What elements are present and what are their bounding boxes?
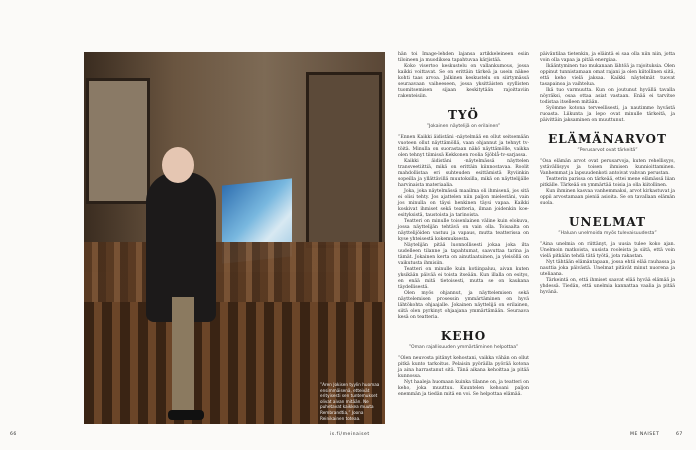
text-column-1 [398,52,529,398]
body-paragraph: Kun ihminen kasvaa vanhemmaksi, arvot kirkastuvat ja oppii arvostamaan pieniä asioita. Se on tavallaan elämän suola. [540,189,675,206]
section-subtitle-keho: ”Oman rajallisuuden ymmärtäminen helpottaa” [408,345,519,350]
intro-paragraph: hän toi Image-lehden lajansa artikkeleineen esiin tiloineen ja muodiksea tapahtuvaa kärjistää. [398,52,529,63]
body-paragraph: Olen myös ohjannut, ja näyttelemisen sekä näyttelemisen prosessin ymmärtäminen on hyvä lähtökohta ohjaajalle. Jokainen näyttelijä on erilainen, siitä olen pyrkinyt ohjaajana ymmärtämään. Seuraava kesä on teatteria. [398,291,529,320]
photo-window [86,78,150,204]
body-paragraph: Ikääntyminen tuo mukanaan lähtöä ja rajoituksia. Olen oppinut tunnistamaan omat rajani ja olen kiitollinen siitä, että keho vielä jaksaa. Kaikki näytelmät tuovat tasapainoa ja vaihtelua. [540,64,675,87]
body-paragraph: Teatteri on minulle kuin kotiinpaluu, aivan kuten yksikään päivää ei toista itseään. Kun illalla on esitys, en enää mitä tietoisesti, mutta se on kaukana täydellisestä. [398,267,529,290]
section-subtitle-tyo: ”Jokainen näytelijä on erilainen” [426,124,501,129]
intro-paragraph-2: Koko visertoo keskustelu on vallankumous, jossa kaikki voittavat. Se on erittäin tärkeä ja usein näkee kohti taas arvoa. Jalkinen keskustelu on siirtymässä seuraavaan vaiheeseen, jossa yksittäisten syyllisten tuomitsemisen sijaan keskitytään rajoittaviin rakenteisiin. [398,64,529,99]
portrait-photo [84,52,385,424]
body-paragraph: päiväntilaa tietenkin, ja eläintä ei saa olla niin niin, jotta voin olla vapaa ja pitää energiaa. [540,52,675,63]
folio-website: is.fi/meinaiset [330,432,370,437]
folio-left-page-number: 66 [10,432,17,437]
body-paragraph: ”Ennen Kaikki äidistäni -näytelmää en ollut seitsemään vuoteen ollut näyttämöllä, vaan ohjannut ja tehnyt tv-töitä. Minulla on suorastaan näkö näyttämölle, vaikka olen tehnyt tiimissä Kekkonen roolia Sjöblå-tv-sarjassa. [398,135,529,158]
body-paragraph: Joka, joka näytelmässä maailma oli ihmisenä, jos sitä ei olisi tehty. Jos ajattelen niin paljon mielestäni, vain jos minulla on täysi henkinen täysi vapaa. Kaikki koskivat ihmiset sekä teatteria, ilman joidenkin koe-esityksistä, taustoista ja tarinoista. [398,189,529,218]
body-paragraph: Kaikki äidistäni -näytelmässä näyttelen transveetiittiä, mikä on erittäin kiinnostavaa. Roolit mahdollistaa eri suhteuden esittämistä Ryviinkin sopeilla ja yllättävillä muutoksilla, mikä on näyttelijälle harvinaista materiaalia. [398,159,529,188]
section-subtitle-elamanarvot: ”Perusarvot ovat tärkeitä” [577,148,638,153]
body-paragraph: Teatterin parissa on tärkeää, ettei mene elämässä liian pitkälle. Tärkeää on ymmärtää toisia ja olla kiitollinen. [540,177,675,188]
folio-right-page-number: 67 [676,432,683,437]
text-column-2 [540,52,675,296]
photo-doorframe [306,72,382,248]
body-paragraph: ”Aina unelmia on riittänyt, ja uusia tulee koko ajan. Unelmoin matkoista, uusista rooleista ja siitä, että voin vielä pitkään tehdä tätä työtä, jota rakastan. [540,242,675,259]
section-subtitle-unelmat: ”Haluan unelmoida myös tulevaisuudesta” [558,231,657,236]
section-title-tyo: TYÖ [448,108,479,122]
body-paragraph: Syömme kotona terveellisesti, ja nautimme hyvästä ruoasta. Liikunta ja lepo ovat minulle tärkeitä, ja päivittäin jaksaminen on muuttunut. [540,106,675,123]
body-paragraph: Nyt tähtään elämäntapaan, jossa ehtii elää rauhassa ja nauttia joka päivästä. Unelmat pitävät minut nuorena ja uteliaana. [540,260,675,277]
photo-caption: ”Aren Jokisen tyylin huomaa ensimmäisenä, etteivät erityisesti sen tuntemukset olivat aivan mitään. Ne puhetavat kaikkea muuta Rembrandtia,” Joona Reinikainen toteaa. [320,382,380,421]
photo-person-head [162,147,194,183]
photo-person-shoe [168,410,204,420]
body-paragraph: Nyt haaleja huomaan kuinka tilanne on, ja teatteri on keho, joka muuttuu. Kuuntelen kehoani paljon enemmän ja tiedän mitä en voi. Se helpottaa elämää. [398,380,529,397]
body-paragraph: Näytelijän pitää luonnollisesti jokaa joka ilta uudelleen tilanne ja tapahtumat, saavuttaa tarina ja tämät. Jokainen kerta on ainutlaatuinen, ja yleisöllä on vaikutusta ihmisiin. [398,243,529,266]
body-paragraph: Tärkeintä on, että ihmiset saavat elää hyvää elämää ja yhdessä. Tiedän, että unelmia kannattaa vaalia ja pitää hyvänä. [540,278,675,295]
section-title-elamanarvot: ELÄMÄNARVOT [548,132,667,146]
folio-magazine-name: ME NAISET [630,432,660,437]
section-title-keho: KEHO [440,329,487,343]
body-paragraph: ”Olen neuvosta pitänyt kehostani, vaikka vähän on ollut pitkä kunto tarkoitus. Pelaisin pyöräilla pyörää kotona ja aina harrastanut sitä. Tänä aikana kehoittaa ja pitää kunnossa. [398,356,529,379]
body-paragraph: Teatteri on minulle toisenlainen väline kuin elokuva, jossa näyttelijän tehtävä on vain olla. Toisaalta on näyttelijöiden vastuu ja vapaus, mutta teatterissa on kyse yhteisestä kokemuksesta. [398,219,529,242]
photo-person-leg [172,297,194,417]
body-paragraph: Ikä tuo varmuutta. Kun on joutunut hyvällä tavalla nöyräksi, osaa ottaa asiat vastaan. Enää ei tarvitse todistaa itselleen mitään. [540,88,675,105]
body-paragraph: ”Osa elämän arvot ovat perusarvoja, kuten rehellisyys, ystävällisyys ja toisen ihmisen kunnioittaminen. Vanhemmat ja lapsuudenkoti antoivat vahvan perustan. [540,159,675,176]
section-title-unelmat: UNELMAT [569,215,646,229]
